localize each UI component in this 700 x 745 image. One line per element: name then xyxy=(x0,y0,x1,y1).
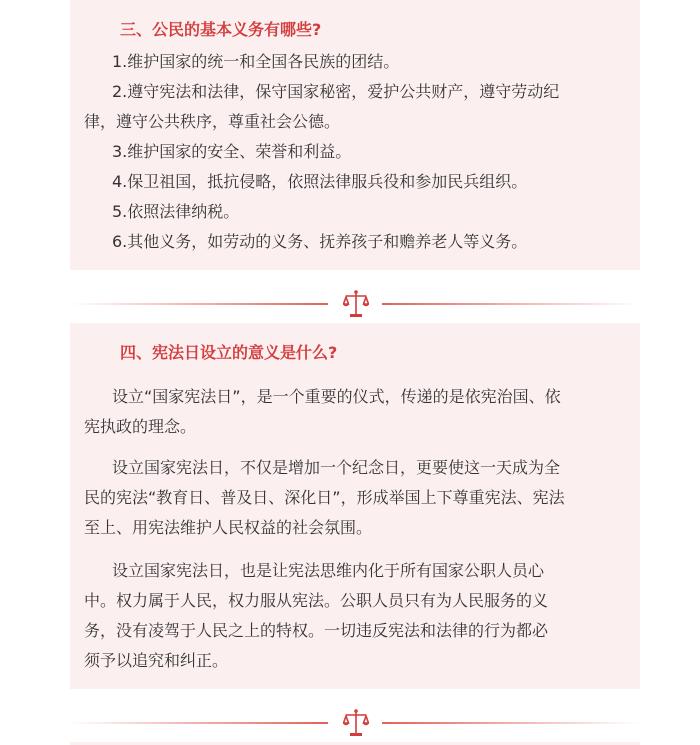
section-4-heading: 四、宪法日设立的意义是什么? xyxy=(120,343,338,362)
section-divider xyxy=(70,289,640,319)
section-divider xyxy=(70,708,640,738)
paragraph-line: 设立“国家宪法日”，是一个重要的仪式，传递的是依宪治国、依 xyxy=(112,387,561,406)
meaning-paragraph-1 xyxy=(84,382,624,442)
paragraph-line: 务，没有凌驾于人民之上的特权。一切违反宪法和法律的行为都必 xyxy=(84,621,549,640)
meaning-paragraph-2 xyxy=(84,453,624,543)
paragraph-line: 至上、用宪法维护人民权益的社会氛围。 xyxy=(84,518,373,537)
section-3-heading: 三、公民的基本义务有哪些? xyxy=(120,20,322,39)
paragraph-line: 须予以追究和纠正。 xyxy=(84,651,229,670)
scale-of-justice-icon xyxy=(343,289,369,319)
duty-item-5: 5.依照法律纳税。 xyxy=(112,202,240,221)
divider-rule-left xyxy=(70,722,328,724)
duty-item-2-cont: 律，遵守公共秩序，尊重社会公德。 xyxy=(84,112,341,131)
paragraph-line: 中。权力属于人民，权力服从宪法。公职人员只有为人民服务的义 xyxy=(84,591,549,610)
duty-item-3: 3.维护国家的安全、荣誉和利益。 xyxy=(112,142,352,161)
paragraph-line: 设立国家宪法日，也是让宪法思维内化于所有国家公职人员心 xyxy=(112,561,545,580)
duty-item-6: 6.其他义务，如劳动的义务、抚养孩子和赡养老人等义务。 xyxy=(112,232,528,251)
duty-item-1: 1.维护国家的统一和全国各民族的团结。 xyxy=(112,52,400,71)
paragraph-line: 民的宪法“教育日、普及日、深化日”，形成举国上下尊重宪法、宪法 xyxy=(84,488,565,507)
duty-item-4: 4.保卫祖国，抵抗侵略，依照法律服兵役和参加民兵组织。 xyxy=(112,172,528,191)
scale-of-justice-icon xyxy=(343,708,369,738)
paragraph-line: 宪执政的理念。 xyxy=(84,417,197,436)
divider-rule-left xyxy=(70,303,328,305)
meaning-paragraph-3 xyxy=(84,556,624,676)
paragraph-line: 设立国家宪法日，不仅是增加一个纪念日，更要使这一天成为全 xyxy=(112,458,561,477)
divider-rule-right xyxy=(382,722,640,724)
section-3-card xyxy=(70,0,640,270)
duty-item-2: 2.遵守宪法和法律，保守国家秘密，爱护公共财产，遵守劳动纪 xyxy=(112,82,560,101)
divider-rule-right xyxy=(382,303,640,305)
